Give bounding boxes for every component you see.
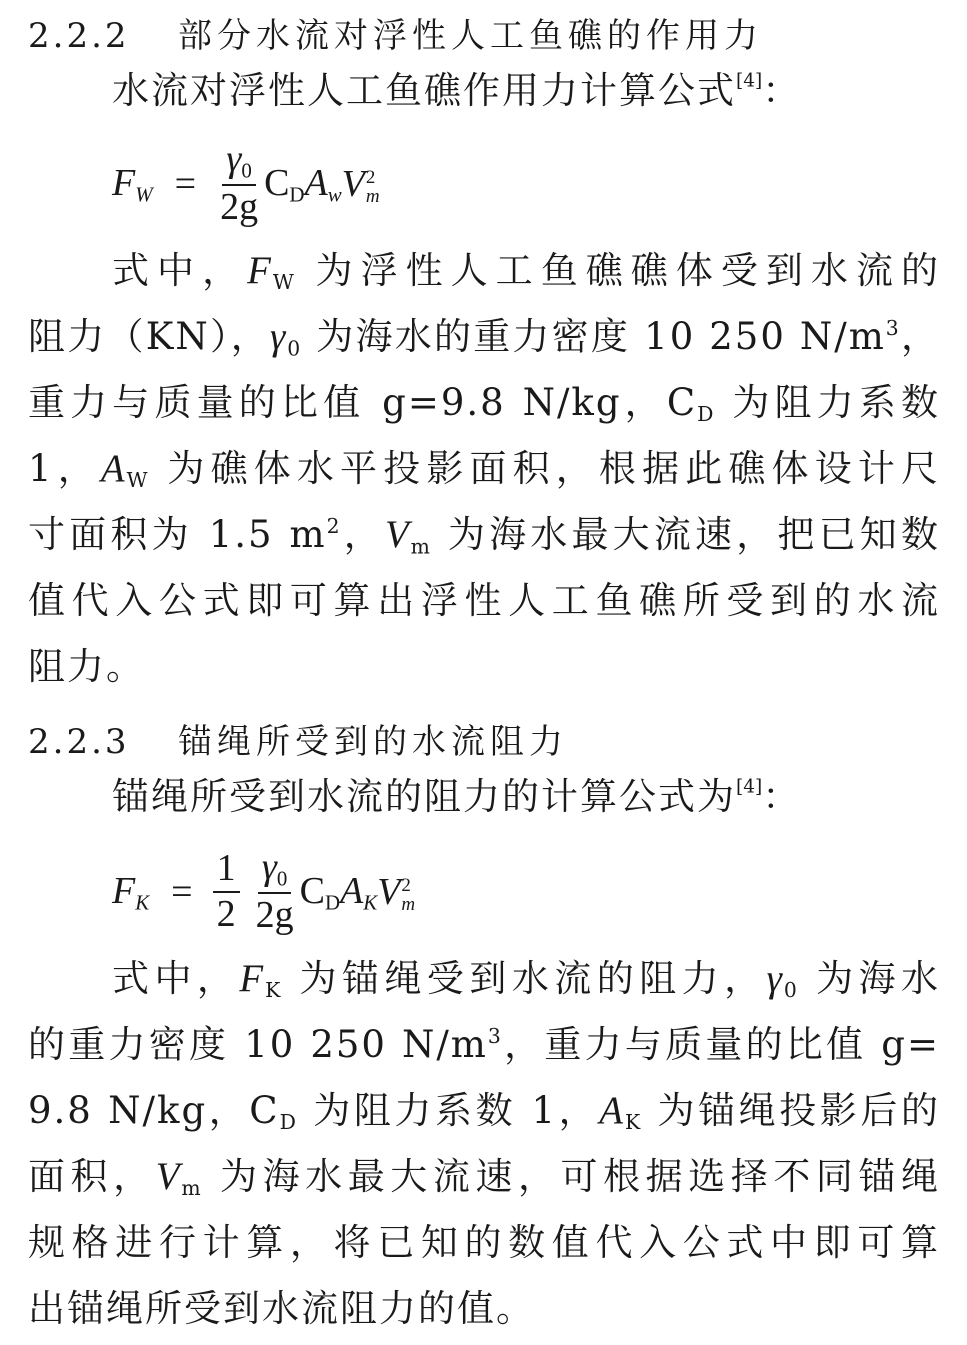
formula-fk (112, 848, 415, 936)
equals-sign: = (171, 871, 193, 914)
equals-sign: = (174, 163, 197, 206)
section-heading-2-2-2 (28, 8, 763, 57)
paragraph-line: 阻力（KN），$\gamma_0$ 为海水的重力密度 10 250 $N/m^3$， (28, 315, 940, 361)
paragraph-line: 出锚绳所受到水流阻力的值。 (28, 1287, 535, 1330)
drag-coefficient: $C_D$ (264, 161, 305, 207)
citation-ref: [4] (736, 70, 763, 92)
paragraph-line: 1，$A_W$ 为礁体水平投影面积，根据此礁体设计尺 (28, 447, 941, 493)
section-heading-2-2-3 (28, 714, 568, 763)
drag-coefficient: $C_D$ (299, 869, 341, 915)
section-number: 2.2.2 (28, 16, 130, 56)
section-number: 2.2.3 (28, 722, 130, 762)
paragraph-line: 寸面积为 1.5 $m^2$，$V_m$ 为海水最大流速，把已知数 (28, 513, 941, 559)
formula-intro-line: 锚绳所受到水流的阻力的计算公式为[4]： (112, 775, 802, 818)
formula-fw (112, 140, 380, 228)
paragraph-line: 面积，$V_m$ 为海水最大流速，可根据选择不同锚绳 (28, 1155, 940, 1201)
formula-lhs: $F_K$ (112, 869, 150, 915)
paragraph-line: 值代入公式即可算出浮性人工鱼礁所受到的水流 (28, 579, 940, 622)
area-term: $A_K$ (340, 869, 378, 915)
velocity-term: V 2 m (341, 162, 380, 208)
fraction-gamma-over-2g: $\frac{\gamma_0}{2g}$ (220, 138, 259, 229)
paragraph-line: 式中，$F_K$ 为锚绳受到水流的阻力，$\gamma_0$ 为海水 (112, 957, 941, 1003)
fraction-one-half: $\frac{1}{2}$ (213, 849, 240, 935)
formula-lhs: $F_W$ (112, 161, 153, 207)
paragraph-line: 9.8 N/kg，$C_D$ 为阻力系数 1，$A_K$ 为锚绳投影后的 (28, 1089, 940, 1135)
paragraph-line: 重力与质量的比值 g=9.8 N/kg，$C_D$ 为阻力系数 (28, 381, 940, 427)
section-title: 锚绳所受到的水流阻力 (178, 722, 568, 762)
paragraph-line: 阻力。 (28, 645, 145, 688)
velocity-term: V 2 m (377, 870, 416, 916)
paragraph-line: 规格进行计算，将已知的数值代入公式中即可算 (28, 1221, 940, 1264)
paragraph-line: 的重力密度 10 250 $N/m^3$，重力与质量的比值 g= (28, 1023, 940, 1067)
section-title: 部分水流对浮性人工鱼礁的作用力 (178, 16, 763, 56)
area-term: $A_w$ (304, 161, 342, 207)
citation-ref: [4] (736, 776, 763, 798)
formula-intro-line: 水流对浮性人工鱼礁作用力计算公式[4]： (112, 69, 802, 112)
paragraph-line: 式中，$F_W$ 为浮性人工鱼礁礁体受到水流的 (112, 249, 940, 295)
fraction-gamma-over-2g: $\frac{\gamma_0}{2g}$ (255, 846, 294, 937)
